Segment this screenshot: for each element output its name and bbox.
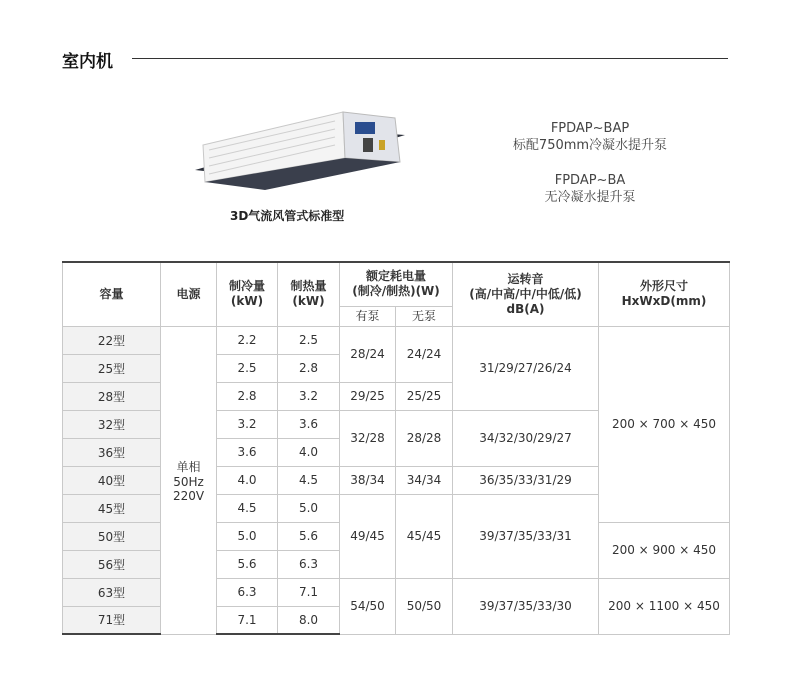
heating-cell: 2.8 (278, 354, 340, 382)
header-with-pump: 有泵 (340, 306, 396, 326)
product-caption: 3D气流风管式标准型 (230, 209, 345, 223)
dimensions-cell: 200 × 1100 × 450 (599, 578, 730, 634)
cooling-cell: 5.6 (217, 550, 278, 578)
power-without-pump-cell: 24/24 (396, 326, 453, 382)
power-with-pump-cell: 29/25 (340, 382, 396, 410)
model-cell: 22型 (63, 326, 161, 354)
model-cell: 25型 (63, 354, 161, 382)
cooling-cell: 7.1 (217, 606, 278, 634)
noise-cell: 36/35/33/31/29 (453, 466, 599, 494)
power-without-pump-cell: 50/50 (396, 578, 453, 634)
cooling-cell: 3.2 (217, 410, 278, 438)
model-cell: 50型 (63, 522, 161, 550)
header-rated-power: 额定耗电量 (制冷/制热)(W) (340, 262, 453, 306)
heating-cell: 4.5 (278, 466, 340, 494)
ducted-unit-image (195, 110, 405, 195)
heating-cell: 8.0 (278, 606, 340, 634)
model-cell: 32型 (63, 410, 161, 438)
header-heating: 制热量 (kW) (278, 262, 340, 326)
power-with-pump-cell: 28/24 (340, 326, 396, 382)
cooling-cell: 3.6 (217, 438, 278, 466)
header-without-pump: 无泵 (396, 306, 453, 326)
heating-cell: 5.6 (278, 522, 340, 550)
title-divider (132, 58, 728, 59)
heating-cell: 3.6 (278, 410, 340, 438)
header-cooling: 制冷量 (kW) (217, 262, 278, 326)
cooling-cell: 2.2 (217, 326, 278, 354)
table-row (63, 326, 730, 354)
power-with-pump-cell: 32/28 (340, 410, 396, 466)
model-cell: 28型 (63, 382, 161, 410)
cooling-cell: 2.8 (217, 382, 278, 410)
cooling-cell: 4.5 (217, 494, 278, 522)
model-code: FPDAP~BAP (550, 121, 630, 136)
model-code: FPDAP~BA (554, 173, 626, 188)
noise-cell: 34/32/30/29/27 (453, 410, 599, 466)
power-supply-cell: 单相 50Hz 220V (161, 326, 217, 634)
power-with-pump-cell: 38/34 (340, 466, 396, 494)
model-cell: 40型 (63, 466, 161, 494)
section-title: 室内机 (62, 52, 113, 72)
heating-cell: 7.1 (278, 578, 340, 606)
header-dimensions: 外形尺寸 HxWxD(mm) (599, 262, 730, 326)
model-cell: 45型 (63, 494, 161, 522)
heating-cell: 3.2 (278, 382, 340, 410)
model-info-bap (490, 120, 690, 154)
heating-cell: 5.0 (278, 494, 340, 522)
dimensions-cell: 200 × 700 × 450 (599, 326, 730, 522)
header-capacity: 容量 (63, 262, 161, 326)
power-without-pump-cell: 45/45 (396, 494, 453, 578)
heating-cell: 4.0 (278, 438, 340, 466)
noise-cell: 39/37/35/33/30 (453, 578, 599, 634)
dimensions-cell: 200 × 900 × 450 (599, 522, 730, 578)
power-without-pump-cell: 28/28 (396, 410, 453, 466)
header-power-supply: 电源 (161, 262, 217, 326)
cooling-cell: 5.0 (217, 522, 278, 550)
cooling-cell: 6.3 (217, 578, 278, 606)
cooling-cell: 2.5 (217, 354, 278, 382)
cooling-cell: 4.0 (217, 466, 278, 494)
model-description: 标配750mm冷凝水提升泵 (512, 138, 668, 153)
header-noise: 运转音 (高/中高/中/中低/低) dB(A) (453, 262, 599, 326)
spec-table (62, 261, 730, 635)
heating-cell: 2.5 (278, 326, 340, 354)
model-cell: 63型 (63, 578, 161, 606)
model-cell: 36型 (63, 438, 161, 466)
power-with-pump-cell: 54/50 (340, 578, 396, 634)
power-with-pump-cell: 49/45 (340, 494, 396, 578)
power-without-pump-cell: 34/34 (396, 466, 453, 494)
model-cell: 71型 (63, 606, 161, 634)
noise-cell: 39/37/35/33/31 (453, 494, 599, 578)
noise-cell: 31/29/27/26/24 (453, 326, 599, 410)
model-info-ba (490, 172, 690, 206)
heating-cell: 6.3 (278, 550, 340, 578)
power-without-pump-cell: 25/25 (396, 382, 453, 410)
model-cell: 56型 (63, 550, 161, 578)
model-description: 无冷凝水提升泵 (544, 190, 636, 205)
